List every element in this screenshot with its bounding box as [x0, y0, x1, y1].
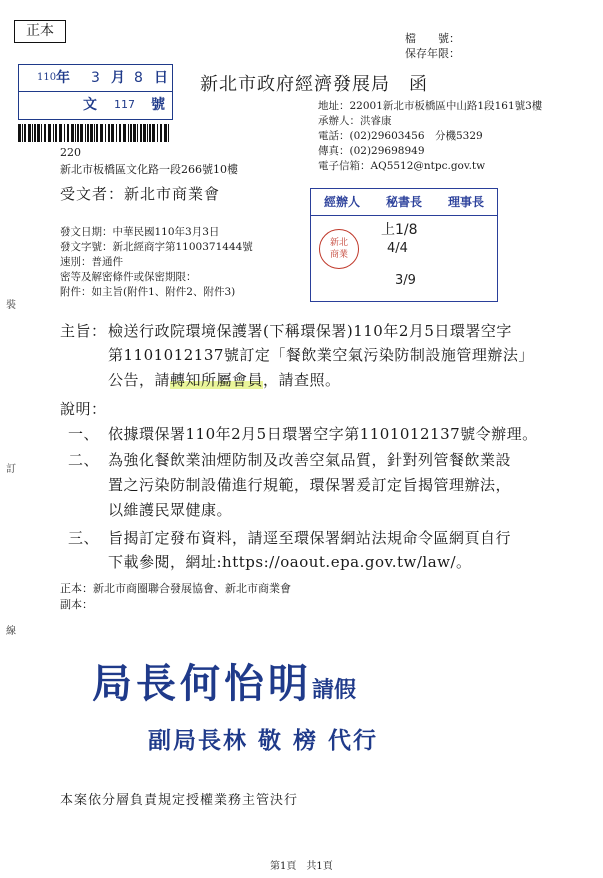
dispatch-speed: 速別：普通件: [60, 256, 123, 268]
item-3-line-2: 下載參閱，網址:https://oaout.epa.gov.tw/law/。: [108, 553, 472, 571]
stamp-header-chairman: 理事長: [447, 195, 484, 209]
subject-line-3-post: ，請查照。: [263, 371, 341, 389]
handwriting-1: 上1/8: [381, 222, 418, 238]
item-3-line-1: 旨揭訂定發布資料，請逕至環保署網站法規命令區網頁自行: [108, 529, 512, 547]
margin-mark-line: 線: [6, 626, 16, 637]
item-1-number: 一、: [68, 425, 100, 443]
subject-line-2: 第1101012137號訂定「餐飲業空氣污染防制設施管理辦法」: [108, 346, 534, 364]
stamp-day-label: 日: [154, 70, 168, 86]
subject-line-1: 檢送行政院環境保護署(下稱環保署)110年2月5日環署空字: [108, 322, 512, 340]
handwriting-3: 3/9: [395, 273, 416, 288]
subject-line-3: [108, 369, 341, 390]
subject-line-3-pre: 公告，請: [108, 371, 171, 389]
postal-code: 220: [60, 146, 81, 159]
item-2-line-1: 為強化餐飲業油煙防制及改善空氣品質，針對列管餐飲業設: [108, 451, 512, 469]
stamp-month-label: 月: [111, 70, 125, 86]
margin-mark-bind: 裝: [6, 300, 16, 311]
leave-stamp: 請假: [312, 677, 357, 703]
received-date-stamp: [18, 64, 173, 120]
contact-fax: 傳真：(02)29698949: [318, 145, 425, 157]
agency-title: 新北市政府經濟發展局 函: [200, 74, 428, 95]
stamp-doc-label: 文: [83, 97, 97, 113]
page-number: 第1頁 共1頁: [270, 861, 333, 872]
director-signature: [92, 652, 356, 709]
explanation-label: 說明：: [60, 400, 107, 418]
contact-address: 地址：22001新北市板橋區中山路1段161號3樓: [318, 100, 543, 112]
barcode: [18, 124, 172, 142]
copy-recipients: 副本：: [60, 598, 93, 611]
authority-note: 本案依分層負責規定授權業務主管決行: [60, 793, 299, 808]
highlighted-text: 轉知所屬會員: [170, 371, 264, 389]
contact-officer: 承辦人：洪睿康: [318, 115, 392, 127]
subject-label: 主旨：: [60, 322, 107, 340]
margin-mark-staple: 訂: [6, 464, 16, 475]
stamp-number-label: 號: [151, 97, 165, 113]
retention-label: 保存年限：: [405, 47, 460, 60]
copy-label: 正本: [14, 20, 66, 43]
stamp-header-handler: 經辦人: [323, 195, 360, 209]
handwriting-2: 4/4: [387, 241, 408, 256]
file-number-label: 檔 號：: [405, 32, 460, 45]
item-3-number: 三、: [68, 529, 100, 547]
item-2-line-3: 以維護民眾健康。: [108, 501, 233, 519]
attachments: 附件：如主旨(附件1、附件2、附件3): [60, 286, 236, 298]
deputy-signature: 副局長林 敬 榜 代行: [148, 727, 379, 754]
red-seal: 新北 商業: [319, 229, 359, 269]
contact-phone: 電話：(02)29603456 分機5329: [318, 130, 483, 142]
stamp-year-label: 年: [56, 70, 70, 86]
stamp-year: 110: [37, 72, 57, 83]
dispatch-date: 發文日期：中華民國110年3月3日: [60, 226, 220, 238]
recipient-address: 新北市板橋區文化路一段266號10樓: [60, 163, 238, 176]
stamp-month: 3: [91, 70, 100, 86]
original-recipients: 正本：新北市商圈聯合發展協會、新北市商業會: [60, 582, 291, 595]
item-2-number: 二、: [68, 451, 100, 469]
stamp-doc-number: 117: [114, 98, 135, 111]
recipient: 受文者：新北市商業會: [60, 185, 221, 203]
dispatch-number: 發文字號：新北經商字第1100371444號: [60, 241, 253, 253]
contact-email: 電子信箱：AQ5512@ntpc.gov.tw: [318, 160, 486, 172]
approval-stamp: [310, 188, 498, 302]
item-1-line-1: 依據環保署110年2月5日環署空字第1101012137號令辦理。: [108, 425, 538, 443]
stamp-day: 8: [134, 70, 143, 86]
security-level: 密等及解密條件或保密期限：: [60, 271, 197, 283]
stamp-header-secretary: 秘書長: [385, 195, 422, 209]
director-name: 局長何怡明: [92, 660, 312, 707]
item-2-line-2: 置之污染防制設備進行規範，環保署爰訂定旨揭管理辦法，: [108, 476, 512, 494]
